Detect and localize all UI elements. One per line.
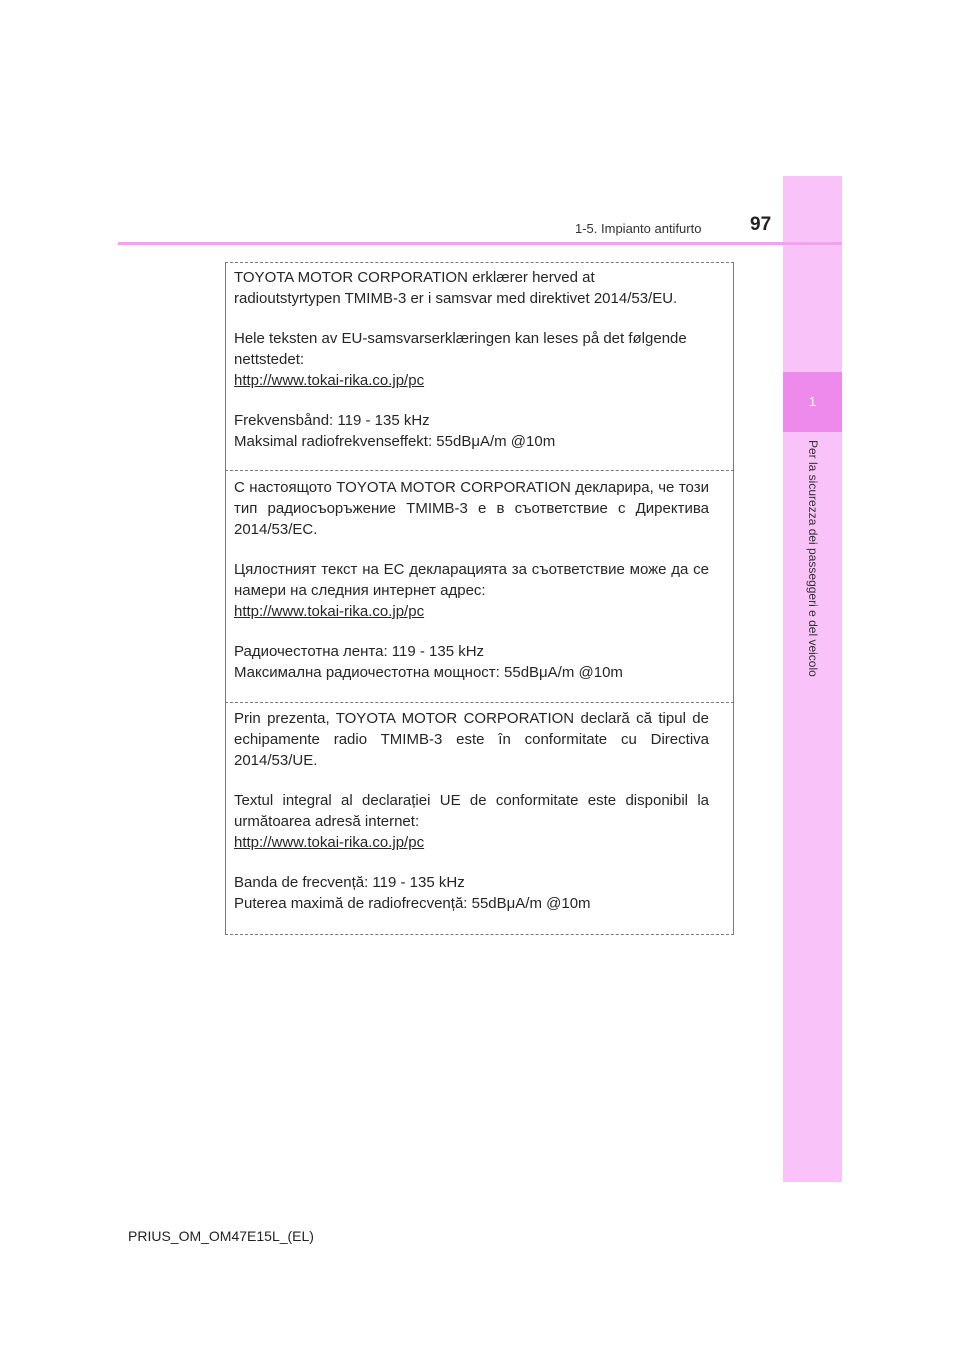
frequency-band: Радиочестотна лента: 119 - 135 kHz xyxy=(234,643,485,660)
max-power: Puterea maximă de radiofrecvență: 55dBμA/m @10m xyxy=(234,895,591,912)
declaration-statement: С настоящото TOYOTA MOTOR CORPORATION декларира, че този тип радиосъоръжение TMIMB-3 е в съответствие с Директива 2014/53/ЕС. xyxy=(234,479,709,538)
declaration-text-intro: Цялостният текст на ЕС декларацията за съответствие може да се намери на следния интернет адрес: xyxy=(234,561,709,599)
page-number: 97 xyxy=(750,214,772,235)
declaration-text-intro: Hele teksten av EU-samsvarserklæringen kan leses på det følgende nettstedet: xyxy=(234,330,687,368)
declaration-romanian xyxy=(225,702,734,935)
declaration-text-intro: Textul integral al declarației UE de conformitate este disponibil la următoarea adresă internet: xyxy=(234,792,709,830)
declaration-norwegian xyxy=(225,262,734,470)
declaration-url-link[interactable]: http://www.tokai-rika.co.jp/pc xyxy=(234,372,425,389)
header-divider xyxy=(118,242,842,245)
frequency-band: Banda de frecvență: 119 - 135 kHz xyxy=(234,874,465,891)
declaration-statement: Prin prezenta, TOYOTA MOTOR CORPORATION declară că tipul de echipamente radio TMIMB-3 este în conformitate cu Directiva 2014/53/UE. xyxy=(234,710,709,769)
declaration-url-link[interactable]: http://www.tokai-rika.co.jp/pc xyxy=(234,603,425,620)
declaration-line: TOYOTA MOTOR CORPORATION erklærer herved at xyxy=(234,269,595,286)
max-power: Максимална радиочестотна мощност: 55dBμA/m @10m xyxy=(234,664,623,681)
chapter-number: 1 xyxy=(808,394,817,409)
section-title: 1-5. Impianto antifurto xyxy=(575,221,702,236)
declaration-line: radioutstyrtypen TMIMB-3 er i samsvar med direktivet 2014/53/EU. xyxy=(234,290,678,307)
frequency-band: Frekvensbånd: 119 - 135 kHz xyxy=(234,412,430,429)
declaration-bulgarian xyxy=(225,470,734,702)
max-power: Maksimal radiofrekvenseffekt: 55dBμA/m @10m xyxy=(234,433,556,450)
chapter-title: Per la sicurezza dei passeggeri e del veicolo xyxy=(806,440,820,677)
document-code: PRIUS_OM_OM47E15L_(EL) xyxy=(128,1228,314,1244)
declaration-url-link[interactable]: http://www.tokai-rika.co.jp/pc xyxy=(234,834,425,851)
